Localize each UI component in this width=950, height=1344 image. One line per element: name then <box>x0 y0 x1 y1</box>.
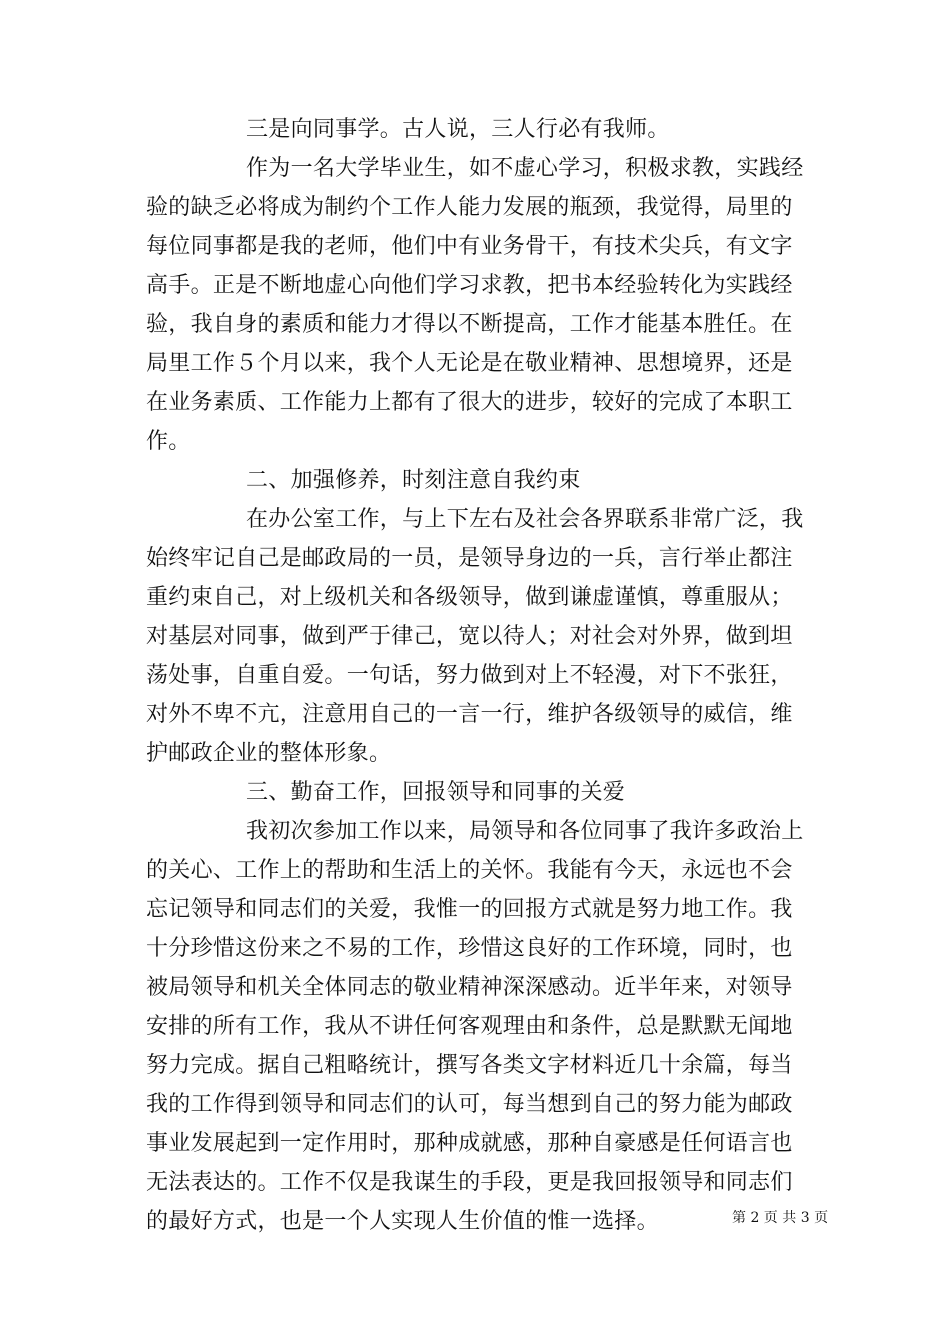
text-line: 护邮政企业的整体形象。 <box>146 741 392 766</box>
text-line: 作。 <box>146 429 191 454</box>
text-line: 重约束自己，对上级机关和各级领导，做到谦虚谨慎，尊重服从； <box>146 585 793 610</box>
text-line: 我的工作得到领导和同志们的认可，每当想到自己的努力能为邮政 <box>146 1092 793 1117</box>
text-line: 验的缺乏必将成为制约个工作人能力发展的瓶颈，我觉得，局里的 <box>146 195 793 220</box>
text-line: 忘记领导和同志们的关爱，我惟一的回报方式就是努力地工作。我 <box>146 897 793 922</box>
text-line: 我初次参加工作以来，局领导和各位同事了我许多政治上 <box>246 819 804 844</box>
document-body <box>146 110 809 1241</box>
text-line: 努力完成。据自己粗略统计，撰写各类文字材料近几十余篇，每当 <box>146 1053 793 1078</box>
text-line: 验，我自身的素质和能力才得以不断提高，工作才能基本胜任。在 <box>146 312 793 337</box>
text-line: 无法表达的。工作不仅是我谋生的手段，更是我回报领导和同志们 <box>146 1170 793 1195</box>
section-heading: 二、加强修养，时刻注意自我约束 <box>246 468 581 493</box>
text-line: 三是向同事学。古人说，三人行必有我师。 <box>246 117 670 142</box>
text-line: 对外不卑不亢，注意用自己的一言一行，维护各级领导的威信，维 <box>146 702 793 727</box>
text-line: 在办公室工作，与上下左右及社会各界联系非常广泛，我 <box>246 507 804 532</box>
text-line: 每位同事都是我的老师，他们中有业务骨干，有技术尖兵，有文字 <box>146 234 793 259</box>
page-number-footer: 第 2 页 共 3 页 <box>732 1210 829 1226</box>
text-line: 对基层对同事，做到严于律己，宽以待人；对社会对外界，做到坦 <box>146 624 793 649</box>
text-line: 的关心、工作上的帮助和生活上的关怀。我能有今天，永远也不会 <box>146 858 793 883</box>
section-heading: 三、勤奋工作，回报领导和同事的关爱 <box>246 780 626 805</box>
text-line: 始终牢记自己是邮政局的一员，是领导身边的一兵，言行举止都注 <box>146 546 793 571</box>
text-line: 局里工作５个月以来，我个人无论是在敬业精神、思想境界，还是 <box>146 351 793 376</box>
text-line: 十分珍惜这份来之不易的工作，珍惜这良好的工作环境，同时，也 <box>146 936 793 961</box>
text-line: 高手。正是不断地虚心向他们学习求教，把书本经验转化为实践经 <box>146 273 793 298</box>
text-line: 安排的所有工作，我从不讲任何客观理由和条件，总是默默无闻地 <box>146 1014 793 1039</box>
text-line: 被局领导和机关全体同志的敬业精神深深感动。近半年来，对领导 <box>146 975 793 1000</box>
text-line: 荡处事，自重自爱。一句话，努力做到对上不轻漫，对下不张狂， <box>146 663 793 688</box>
text-line: 作为一名大学毕业生，如不虚心学习，积极求教，实践经 <box>246 156 804 181</box>
text-line: 的最好方式，也是一个人实现人生价值的惟一选择。 <box>146 1209 659 1234</box>
text-line: 事业发展起到一定作用时，那种成就感，那种自豪感是任何语言也 <box>146 1131 793 1156</box>
text-line: 在业务素质、工作能力上都有了很大的进步，较好的完成了本职工 <box>146 390 793 415</box>
